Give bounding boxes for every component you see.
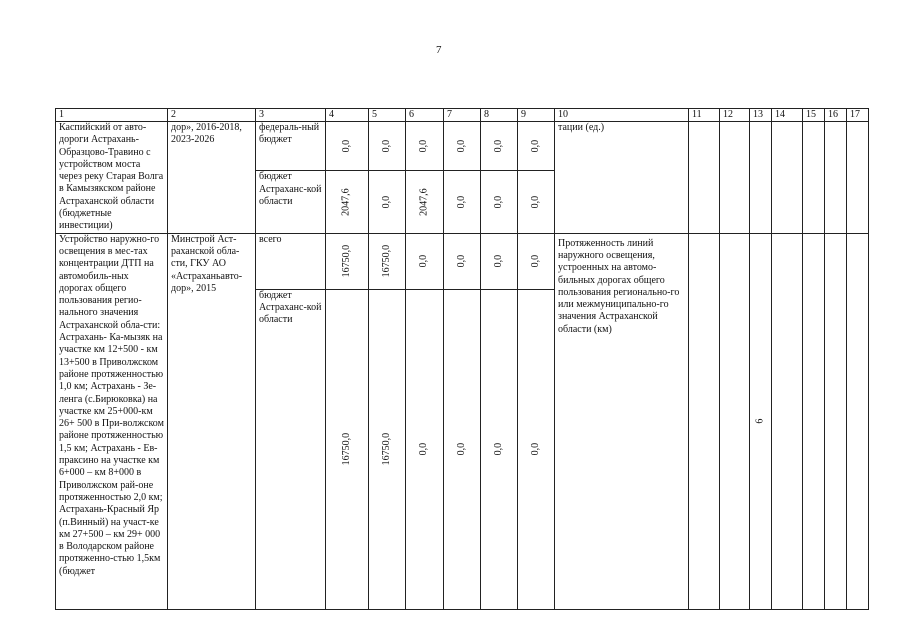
empty-cell: [803, 122, 825, 234]
funding-source: бюджет Астраханс-кой области: [256, 171, 326, 233]
value-cell: 2047,6: [326, 171, 369, 233]
col-header: 13: [750, 109, 772, 122]
value-cell: 16750,0: [369, 233, 406, 289]
budget-table: [55, 108, 869, 610]
col-header: 11: [689, 109, 720, 122]
value-cell: 0,0: [518, 122, 555, 171]
col-header: 2: [168, 109, 256, 122]
table-row: [56, 122, 869, 171]
executor-cell: дор», 2016-2018, 2023-2026: [168, 122, 256, 234]
value-cell: 16750,0: [369, 289, 406, 609]
value-cell: 0,0: [406, 289, 444, 609]
col-header: 8: [481, 109, 518, 122]
col-header: 10: [555, 109, 689, 122]
value-cell: 0,0: [444, 233, 481, 289]
col-header: 6: [406, 109, 444, 122]
value-cell: 16750,0: [326, 233, 369, 289]
value-cell: 0,0: [369, 122, 406, 171]
empty-cell: [825, 233, 847, 609]
col-header: 5: [369, 109, 406, 122]
col-header: 1: [56, 109, 168, 122]
value-cell: 0,0: [444, 122, 481, 171]
col-header: 17: [847, 109, 869, 122]
empty-cell: [720, 233, 750, 609]
col-header: 12: [720, 109, 750, 122]
value-cell: 0,0: [406, 122, 444, 171]
funding-source: бюджет Астраханс-кой области: [256, 289, 326, 609]
table-row: [56, 233, 869, 289]
empty-cell: [689, 122, 720, 234]
activity-name: Каспийский от авто-дороги Астрахань-Образцово-Травино с устройством моста через реку Старая Волга в Камызякском районе Астраханской области (бюджетные инвестиции): [56, 122, 168, 234]
value-cell: 6: [750, 233, 772, 609]
col-header: 7: [444, 109, 481, 122]
col-header: 4: [326, 109, 369, 122]
value-cell: 0,0: [518, 171, 555, 233]
empty-cell: [750, 122, 772, 234]
col-header: 3: [256, 109, 326, 122]
header-row: [56, 109, 869, 122]
value-cell: 0,0: [481, 171, 518, 233]
col-header: 14: [772, 109, 803, 122]
funding-source: федераль-ный бюджет: [256, 122, 326, 171]
activity-name: Устройство наружно-го освещения в мес-тах концентрации ДТП на автомобиль-ных дорогах общего пользования регио-нального значения Астраханской обла-сти: Астрахань- Ка-мызяк на участке км 12+500 - км 13+500 в Приволжском районе протяженностью 1,0 км; Астрахань - Зе-ленга (с.Бирюковка) на участке км 25+000-км 26+ 500 в При-волжском районе протяженностью 1,5 км; Астрахань - Ев-праксино на участке км 6+000 – км 8+000 в Приволжском рай-оне протяженностью 2,0 км; Астрахань-Красный Яр (п.Винный) на участ-ке км 27+500 – км 29+ 000 в Володарском районе протяженно-стью 1,5км (бюджет: [56, 233, 168, 609]
value-cell: 0,0: [518, 233, 555, 289]
page-number: 7: [436, 44, 442, 56]
executor-cell: Минстрой Аст-раханской обла-сти, ГКУ АО «Астраханьавто-дор», 2015: [168, 233, 256, 609]
value-cell: 0,0: [444, 289, 481, 609]
empty-cell: [803, 233, 825, 609]
value-cell: 0,0: [369, 171, 406, 233]
empty-cell: [689, 233, 720, 609]
value-cell: 0,0: [481, 233, 518, 289]
value-cell: 0,0: [406, 233, 444, 289]
value-cell: 0,0: [518, 289, 555, 609]
empty-cell: [847, 233, 869, 609]
col-header: 16: [825, 109, 847, 122]
value-cell: 0,0: [444, 171, 481, 233]
empty-cell: [772, 233, 803, 609]
value-cell: 0,0: [481, 289, 518, 609]
indicator-cell: Протяженность линий наружного освещения, устроенных на автомо-бильных дорогах общего пользования регионально-го или межмуниципально-го значения Астраханской области (км): [555, 233, 689, 609]
col-header: 9: [518, 109, 555, 122]
indicator-cell: тации (ед.): [555, 122, 689, 234]
value-cell: 0,0: [326, 122, 369, 171]
empty-cell: [825, 122, 847, 234]
value-cell: 0,0: [481, 122, 518, 171]
value-cell: 2047,6: [406, 171, 444, 233]
funding-source: всего: [256, 233, 326, 289]
empty-cell: [720, 122, 750, 234]
col-header: 15: [803, 109, 825, 122]
empty-cell: [847, 122, 869, 234]
value-cell: 16750,0: [326, 289, 369, 609]
empty-cell: [772, 122, 803, 234]
